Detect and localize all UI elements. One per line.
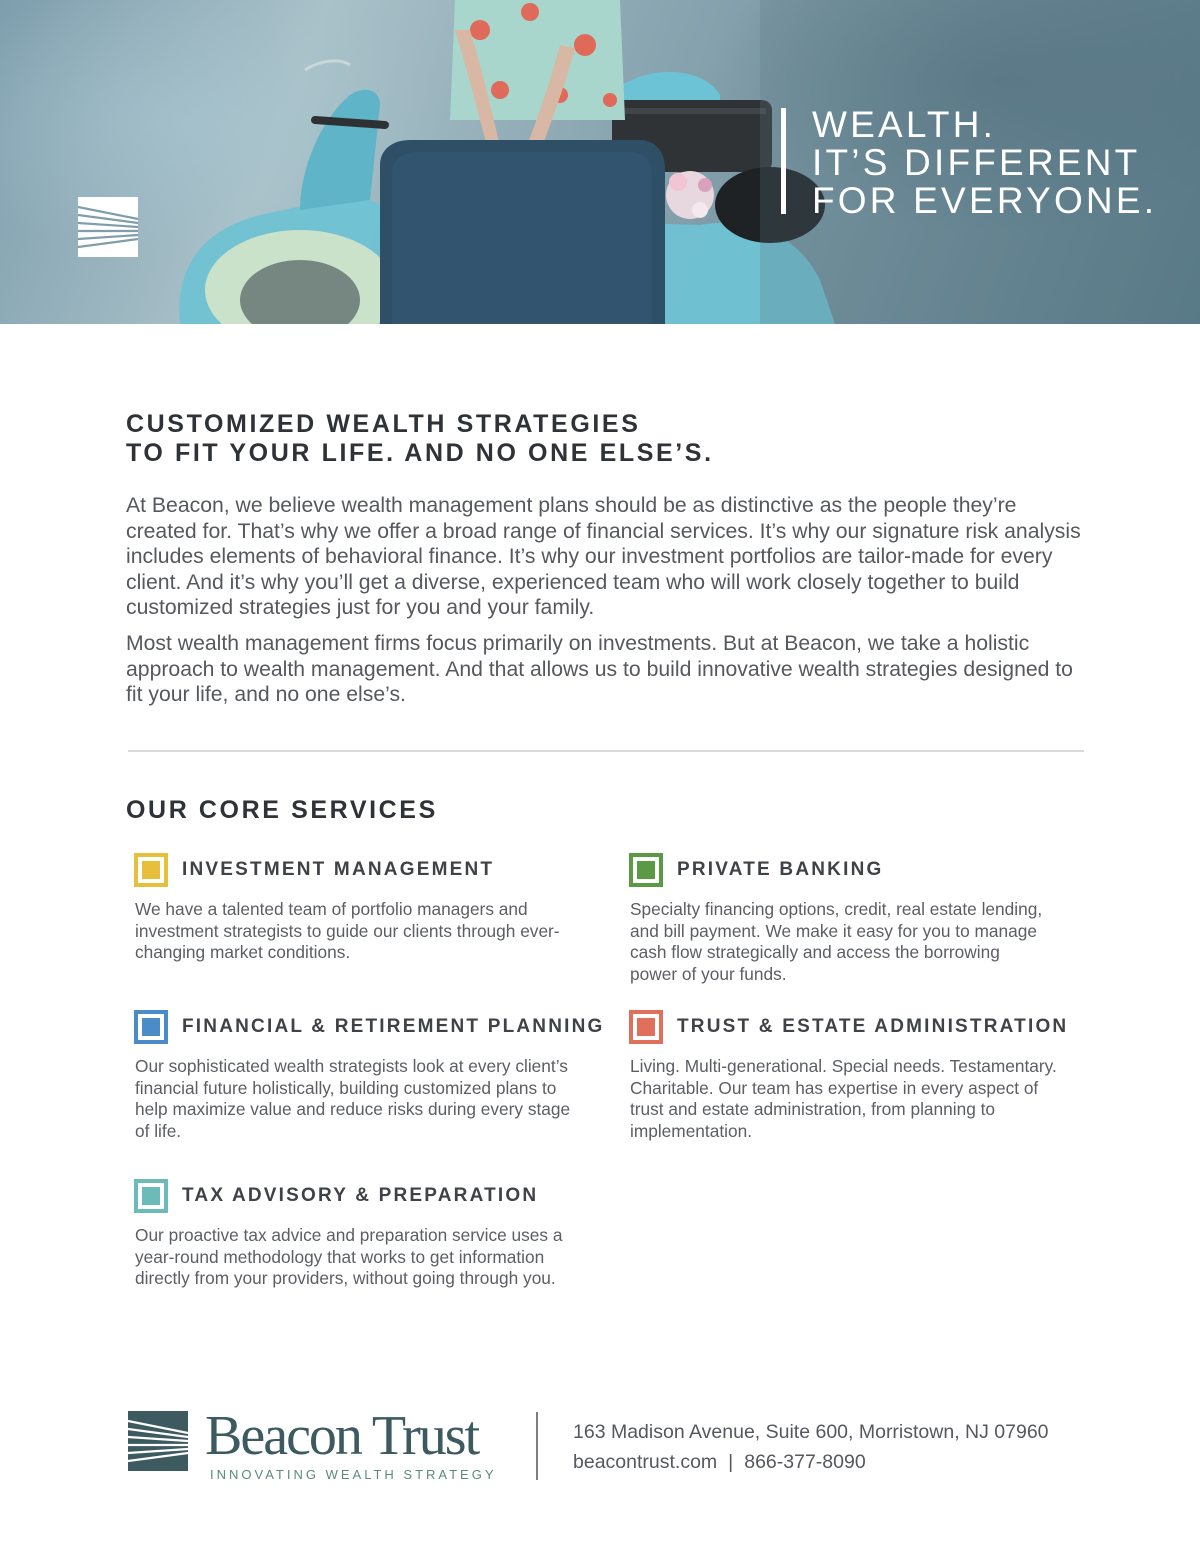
service-investment-management	[134, 852, 589, 964]
service-description: Living. Multi-generational. Special needs. Testamentary. Charitable. Our team has expertise in every aspect of trust and estate administration, from planning to implementation.	[630, 1056, 1057, 1141]
website-link[interactable]: beacontrust.com	[573, 1451, 718, 1473]
yellow-square-icon	[134, 853, 168, 887]
intro-title-line: CUSTOMIZED WEALTH STRATEGIES	[126, 410, 641, 438]
phone-number[interactable]: 866-377-8090	[744, 1451, 866, 1473]
service-name: TAX ADVISORY & PREPARATION	[182, 1185, 539, 1206]
intro-paragraph: Most wealth management firms focus primarily on investments. But at Beacon, we take a holistic approach to wealth management. And that allows us to build innovative wealth strategies designed to fit your life, and no one else’s.	[126, 631, 1073, 707]
headline-accent-bar	[781, 108, 786, 214]
service-tax-advisory-preparation	[134, 1178, 589, 1290]
brand-tagline: INNOVATING WEALTH STRATEGY	[210, 1467, 497, 1482]
intro-title-line: TO FIT YOUR LIFE. AND NO ONE ELSE’S.	[126, 439, 714, 467]
intro-title	[126, 410, 1086, 468]
service-name: TRUST & ESTATE ADMINISTRATION	[677, 1016, 1069, 1037]
service-name: FINANCIAL & RETIREMENT PLANNING	[182, 1016, 605, 1037]
section-divider	[128, 750, 1084, 752]
service-description: Our sophisticated wealth strategists look at every client’s financial future holistically, building customized plans to help maximize value and reduce risks during every stage of life.	[135, 1056, 571, 1141]
service-description: Specialty financing options, credit, real estate lending, and bill payment. We make it easy for you to manage cash flow strategically and access the borrowing power of your funds.	[630, 899, 1043, 984]
footer-divider	[536, 1412, 538, 1480]
hero-headline-line: IT’S DIFFERENT	[812, 142, 1141, 183]
beacon-rays-logo-icon	[78, 197, 138, 257]
footer-address: 163 Madison Avenue, Suite 600, Morristown, NJ 07960	[573, 1421, 1049, 1443]
hero-headline-line: FOR EVERYONE.	[812, 180, 1158, 221]
hero-headline	[812, 106, 1192, 220]
coral-square-icon	[629, 1010, 663, 1044]
green-square-icon	[629, 853, 663, 887]
service-name: INVESTMENT MANAGEMENT	[182, 859, 495, 880]
service-financial-retirement-planning	[134, 1009, 605, 1142]
service-private-banking	[629, 852, 1084, 985]
services-title: OUR CORE SERVICES	[126, 796, 438, 824]
intro-paragraph: At Beacon, we believe wealth management plans should be as distinctive as the people they’re created for. That’s why we offer a broad range of financial services. It’s why our signature risk analysis includes elements of behavioral finance. It’s why our investment portfolios are tailor-made for every client. And it’s why you’ll get a diverse, experienced team who will work closely together to build customized strategies just for you and your family.	[126, 494, 1081, 620]
beacon-trust-logo-icon	[128, 1411, 188, 1471]
footer-contact	[573, 1451, 866, 1474]
blue-square-icon	[134, 1010, 168, 1044]
service-description: We have a talented team of portfolio managers and investment strategists to guide our clients through ever-changing market conditions.	[135, 899, 560, 963]
hero-headline-line: WEALTH.	[812, 104, 997, 145]
service-trust-estate-administration	[629, 1009, 1084, 1142]
hero-banner	[0, 0, 1200, 324]
service-description: Our proactive tax advice and preparation service uses a year-round methodology that works to get information directly from your providers, without going through you.	[135, 1225, 563, 1289]
brand-name: Beacon Trust	[205, 1405, 479, 1467]
service-name: PRIVATE BANKING	[677, 859, 884, 880]
intro-body	[126, 493, 1091, 718]
teal-square-icon	[134, 1179, 168, 1213]
contact-separator: |	[728, 1451, 734, 1473]
